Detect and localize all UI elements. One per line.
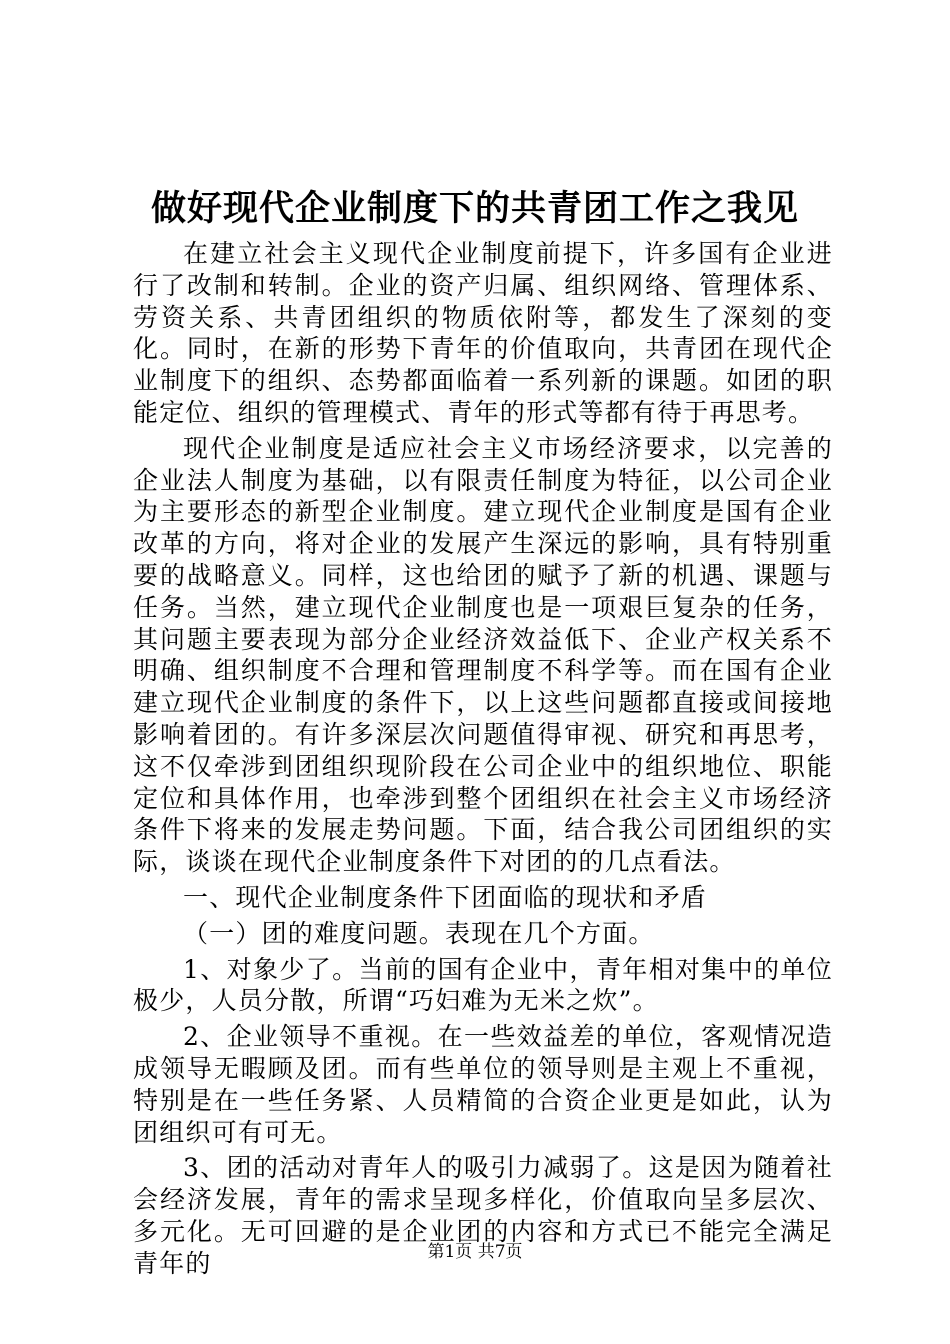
paragraph-modern-enterprise: 现代企业制度是适应社会主义市场经济要求，以完善的企业法人制度为基础，以有限责任制度为特征，以公司企业为主要形态的新型企业制度。建立现代企业制度是国有企业改革的方向，将对企业的发展产生深远的影响，具有特别重要的战略意义。同样，这也给团的赋予了新的机遇、课题与任务。当然，建立现代企业制度也是一项艰巨复杂的任务，其问题主要表现为部分企业经济效益低下、企业产权关系不明确、组织制度不合理和管理制度不科学等。而在国有企业建立现代企业制度的条件下，以上这些问题都直接或间接地影响着团的。有许多深层次问题值得审视、研究和再思考，这不仅牵涉到团组织现阶段在公司企业中的组织地位、职能定位和具体作用，也牵涉到整个团组织在社会主义市场经济条件下将来的发展走势问题。下面，结合我公司团组织的实际，谈谈在现代企业制度条件下对团的的几点看法。 xyxy=(133,433,833,877)
subsection-heading-1: （一）团的难度问题。表现在几个方面。 xyxy=(183,918,655,948)
list-item-3: 3、团的活动对青年人的吸引力减弱了。这是因为随着社会经济发展，青年的需求呈现多样化，价值取向呈多层次、多元化。无可回避的是企业团的内容和方式已不能完全满足青年的 xyxy=(133,1153,833,1278)
paragraph-intro: 在建立社会主义现代企业制度前提下，许多国有企业进行了改制和转制。企业的资产归属、组织网络、管理体系、劳资关系、共青团组织的物质依附等，都发生了深刻的变化。同时，在新的形势下青年的价值取向，共青团在现代企业制度下的组织、态势都面临着一系列新的课题。如团的职能定位、组织的管理模式、青年的形式等都有待于再思考。 xyxy=(133,239,833,427)
page-number: 第1页 共7页 xyxy=(427,1242,523,1262)
document-title: 做好现代企业制度下的共青团工作之我见 xyxy=(150,188,799,229)
list-item-2: 2、企业领导不重视。在一些效益差的单位，客观情况造成领导无暇顾及团。而有些单位的领导则是主观上不重视，特别是在一些任务紧、人员精简的合资企业更是如此，认为团组织可有可无。 xyxy=(133,1022,833,1147)
list-item-1: 1、对象少了。当前的国有企业中，青年相对集中的单位极少，人员分散，所谓“巧妇难为无米之炊”。 xyxy=(133,954,833,1016)
section-heading-1: 一、现代企业制度条件下团面临的现状和矛盾 xyxy=(183,882,708,912)
document-body xyxy=(133,238,833,1280)
